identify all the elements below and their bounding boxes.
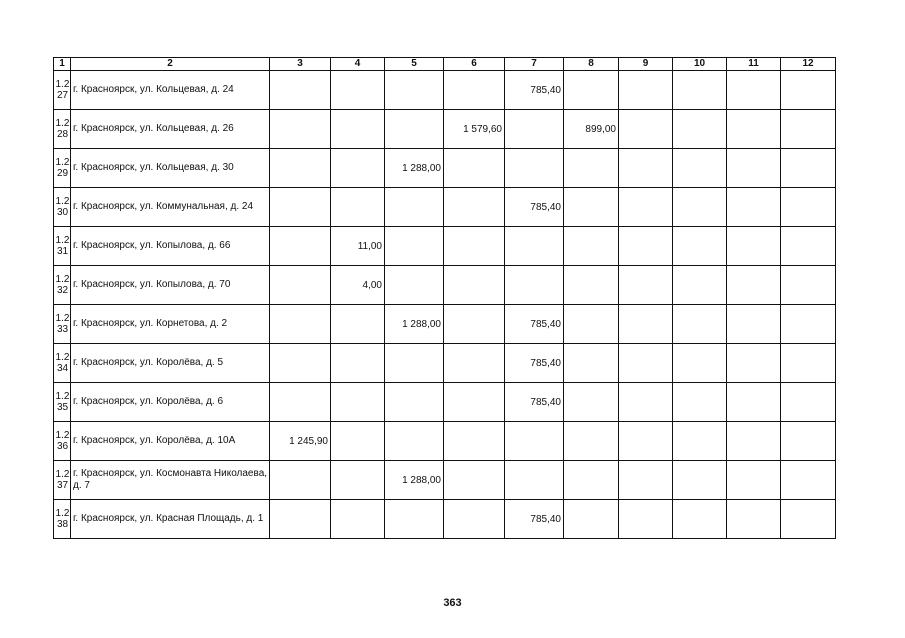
table-row [54, 461, 836, 500]
value-cell-col-6 [444, 227, 505, 266]
value-cell-col-10 [673, 422, 727, 461]
value-cell-col-3 [270, 110, 331, 149]
value-cell-col-6 [444, 71, 505, 110]
value-cell-col-7 [505, 149, 564, 188]
row-number-cell [54, 71, 71, 110]
value-cell-col-11 [727, 422, 781, 461]
value-cell-col-7: 785,40 [505, 305, 564, 344]
table-row [54, 422, 836, 461]
value-cell-col-4 [331, 422, 385, 461]
value-cell-col-11 [727, 227, 781, 266]
address-cell: г. Красноярск, ул. Королёва, д. 6 [71, 383, 270, 422]
value-cell-col-3 [270, 149, 331, 188]
row-number-suffix: 34 [56, 363, 69, 374]
address-cell: г. Красноярск, ул. Копылова, д. 70 [71, 266, 270, 305]
value-cell-col-5 [385, 383, 444, 422]
value-cell-col-6 [444, 344, 505, 383]
row-number-cell [54, 344, 71, 383]
value-cell-col-8 [564, 71, 619, 110]
value-cell-col-6: 1 579,60 [444, 110, 505, 149]
value-cell-col-4 [331, 188, 385, 227]
value-cell-col-7: 785,40 [505, 500, 564, 539]
value-cell-col-5 [385, 71, 444, 110]
value-cell-col-8 [564, 227, 619, 266]
value-cell-col-12 [781, 188, 836, 227]
value-cell-col-5 [385, 110, 444, 149]
row-number-suffix: 28 [56, 129, 69, 140]
column-header-8: 8 [564, 58, 619, 71]
value-cell-col-12 [781, 266, 836, 305]
row-number-prefix: 1.2 [55, 469, 70, 480]
value-cell-col-10 [673, 188, 727, 227]
value-cell-col-4 [331, 149, 385, 188]
value-cell-col-9 [619, 500, 673, 539]
row-number-cell [54, 266, 71, 305]
value-cell-col-12 [781, 71, 836, 110]
row-number-prefix: 1.2 [55, 508, 70, 519]
value-cell-col-11 [727, 266, 781, 305]
address-cell: г. Красноярск, ул. Кольцевая, д. 26 [71, 110, 270, 149]
value-cell-col-5 [385, 266, 444, 305]
value-cell-col-5: 1 288,00 [385, 305, 444, 344]
row-number-cell [54, 227, 71, 266]
value-cell-col-8 [564, 383, 619, 422]
row-number-cell [54, 110, 71, 149]
value-cell-col-12 [781, 461, 836, 500]
value-cell-col-6 [444, 266, 505, 305]
row-number-prefix: 1.2 [55, 313, 70, 324]
value-cell-col-7: 785,40 [505, 71, 564, 110]
value-cell-col-6 [444, 149, 505, 188]
value-cell-col-9 [619, 149, 673, 188]
row-number-prefix: 1.2 [55, 430, 70, 441]
row-number-cell [54, 305, 71, 344]
value-cell-col-4 [331, 344, 385, 383]
value-cell-col-8 [564, 149, 619, 188]
value-cell-col-10 [673, 500, 727, 539]
row-number-suffix: 32 [56, 285, 69, 296]
table-row [54, 149, 836, 188]
value-cell-col-5 [385, 188, 444, 227]
table-row [54, 500, 836, 539]
value-cell-col-11 [727, 149, 781, 188]
table-body [54, 71, 836, 539]
table-row [54, 383, 836, 422]
value-cell-col-9 [619, 71, 673, 110]
table-row [54, 266, 836, 305]
value-cell-col-11 [727, 188, 781, 227]
row-number-suffix: 36 [56, 441, 69, 452]
value-cell-col-3 [270, 305, 331, 344]
column-header-9: 9 [619, 58, 673, 71]
value-cell-col-7: 785,40 [505, 188, 564, 227]
table-row [54, 344, 836, 383]
value-cell-col-11 [727, 305, 781, 344]
value-cell-col-9 [619, 422, 673, 461]
value-cell-col-11 [727, 110, 781, 149]
value-cell-col-9 [619, 110, 673, 149]
value-cell-col-8 [564, 305, 619, 344]
value-cell-col-5 [385, 500, 444, 539]
table-row [54, 110, 836, 149]
value-cell-col-9 [619, 266, 673, 305]
row-number-suffix: 27 [56, 90, 69, 101]
value-cell-col-9 [619, 188, 673, 227]
column-header-12: 12 [781, 58, 836, 71]
column-header-5: 5 [385, 58, 444, 71]
header-row [54, 58, 836, 71]
address-cell: г. Красноярск, ул. Кольцевая, д. 24 [71, 71, 270, 110]
column-header-10: 10 [673, 58, 727, 71]
value-cell-col-10 [673, 383, 727, 422]
row-number-suffix: 38 [56, 519, 69, 530]
value-cell-col-7 [505, 461, 564, 500]
value-cell-col-4 [331, 305, 385, 344]
address-cell: г. Красноярск, ул. Коммунальная, д. 24 [71, 188, 270, 227]
value-cell-col-11 [727, 383, 781, 422]
column-header-7: 7 [505, 58, 564, 71]
row-number-cell [54, 500, 71, 539]
row-number-prefix: 1.2 [55, 196, 70, 207]
value-cell-col-12 [781, 422, 836, 461]
value-cell-col-5: 1 288,00 [385, 461, 444, 500]
value-cell-col-7: 785,40 [505, 383, 564, 422]
value-cell-col-7 [505, 227, 564, 266]
table-row [54, 71, 836, 110]
value-cell-col-4 [331, 461, 385, 500]
table-row [54, 305, 836, 344]
row-number-suffix: 35 [56, 402, 69, 413]
value-cell-col-8 [564, 344, 619, 383]
page-number: 363 [443, 597, 462, 609]
value-cell-col-3 [270, 500, 331, 539]
row-number-prefix: 1.2 [55, 79, 70, 90]
value-cell-col-7 [505, 422, 564, 461]
address-cell: г. Красноярск, ул. Королёва, д. 5 [71, 344, 270, 383]
column-header-11: 11 [727, 58, 781, 71]
value-cell-col-10 [673, 344, 727, 383]
value-cell-col-10 [673, 110, 727, 149]
row-number-prefix: 1.2 [55, 157, 70, 168]
column-header-4: 4 [331, 58, 385, 71]
value-cell-col-3: 1 245,90 [270, 422, 331, 461]
value-cell-col-10 [673, 461, 727, 500]
value-cell-col-5 [385, 422, 444, 461]
row-number-cell [54, 383, 71, 422]
value-cell-col-11 [727, 344, 781, 383]
address-cell: г. Красноярск, ул. Кольцевая, д. 30 [71, 149, 270, 188]
value-cell-col-9 [619, 461, 673, 500]
column-header-2: 2 [71, 58, 270, 71]
row-number-suffix: 37 [56, 480, 69, 491]
value-cell-col-10 [673, 227, 727, 266]
value-cell-col-12 [781, 227, 836, 266]
row-number-prefix: 1.2 [55, 274, 70, 285]
column-header-3: 3 [270, 58, 331, 71]
column-header-1: 1 [54, 58, 71, 71]
value-cell-col-8 [564, 461, 619, 500]
value-cell-col-3 [270, 188, 331, 227]
value-cell-col-4: 11,00 [331, 227, 385, 266]
value-cell-col-8 [564, 188, 619, 227]
value-cell-col-9 [619, 344, 673, 383]
value-cell-col-10 [673, 71, 727, 110]
value-cell-col-4 [331, 500, 385, 539]
value-cell-col-6 [444, 383, 505, 422]
address-cell: г. Красноярск, ул. Корнетова, д. 2 [71, 305, 270, 344]
value-cell-col-9 [619, 383, 673, 422]
row-number-prefix: 1.2 [55, 391, 70, 402]
value-cell-col-12 [781, 344, 836, 383]
value-cell-col-9 [619, 305, 673, 344]
row-number-cell [54, 422, 71, 461]
value-cell-col-4 [331, 71, 385, 110]
value-cell-col-10 [673, 149, 727, 188]
column-header-6: 6 [444, 58, 505, 71]
row-number-prefix: 1.2 [55, 118, 70, 129]
row-number-suffix: 31 [56, 246, 69, 257]
value-cell-col-10 [673, 266, 727, 305]
value-cell-col-5 [385, 227, 444, 266]
row-number-cell [54, 149, 71, 188]
value-cell-col-12 [781, 305, 836, 344]
address-cell: г. Красноярск, ул. Космонавта Николаева, д. 7 [71, 461, 270, 500]
data-table-container [53, 57, 836, 539]
value-cell-col-6 [444, 500, 505, 539]
table-row [54, 227, 836, 266]
address-cell: г. Красноярск, ул. Королёва, д. 10А [71, 422, 270, 461]
value-cell-col-12 [781, 383, 836, 422]
value-cell-col-7 [505, 110, 564, 149]
value-cell-col-12 [781, 500, 836, 539]
value-cell-col-11 [727, 461, 781, 500]
value-cell-col-8 [564, 422, 619, 461]
row-number-cell [54, 461, 71, 500]
value-cell-col-12 [781, 149, 836, 188]
row-number-suffix: 30 [56, 207, 69, 218]
value-cell-col-3 [270, 461, 331, 500]
row-number-prefix: 1.2 [55, 352, 70, 363]
value-cell-col-4 [331, 110, 385, 149]
value-cell-col-6 [444, 461, 505, 500]
row-number-prefix: 1.2 [55, 235, 70, 246]
value-cell-col-3 [270, 383, 331, 422]
row-number-suffix: 33 [56, 324, 69, 335]
value-cell-col-11 [727, 500, 781, 539]
value-cell-col-7 [505, 266, 564, 305]
value-cell-col-4: 4,00 [331, 266, 385, 305]
table-row [54, 188, 836, 227]
value-cell-col-7: 785,40 [505, 344, 564, 383]
value-cell-col-8 [564, 500, 619, 539]
value-cell-col-6 [444, 188, 505, 227]
value-cell-col-11 [727, 71, 781, 110]
value-cell-col-12 [781, 110, 836, 149]
value-cell-col-3 [270, 227, 331, 266]
value-cell-col-5: 1 288,00 [385, 149, 444, 188]
value-cell-col-5 [385, 344, 444, 383]
value-cell-col-9 [619, 227, 673, 266]
row-number-suffix: 29 [56, 168, 69, 179]
row-number-cell [54, 188, 71, 227]
value-cell-col-6 [444, 422, 505, 461]
value-cell-col-4 [331, 383, 385, 422]
value-cell-col-3 [270, 71, 331, 110]
value-cell-col-6 [444, 305, 505, 344]
value-cell-col-10 [673, 305, 727, 344]
value-cell-col-3 [270, 266, 331, 305]
value-cell-col-8: 899,00 [564, 110, 619, 149]
address-cell: г. Красноярск, ул. Красная Площадь, д. 1 [71, 500, 270, 539]
value-cell-col-8 [564, 266, 619, 305]
data-table [53, 57, 836, 539]
value-cell-col-3 [270, 344, 331, 383]
address-cell: г. Красноярск, ул. Копылова, д. 66 [71, 227, 270, 266]
